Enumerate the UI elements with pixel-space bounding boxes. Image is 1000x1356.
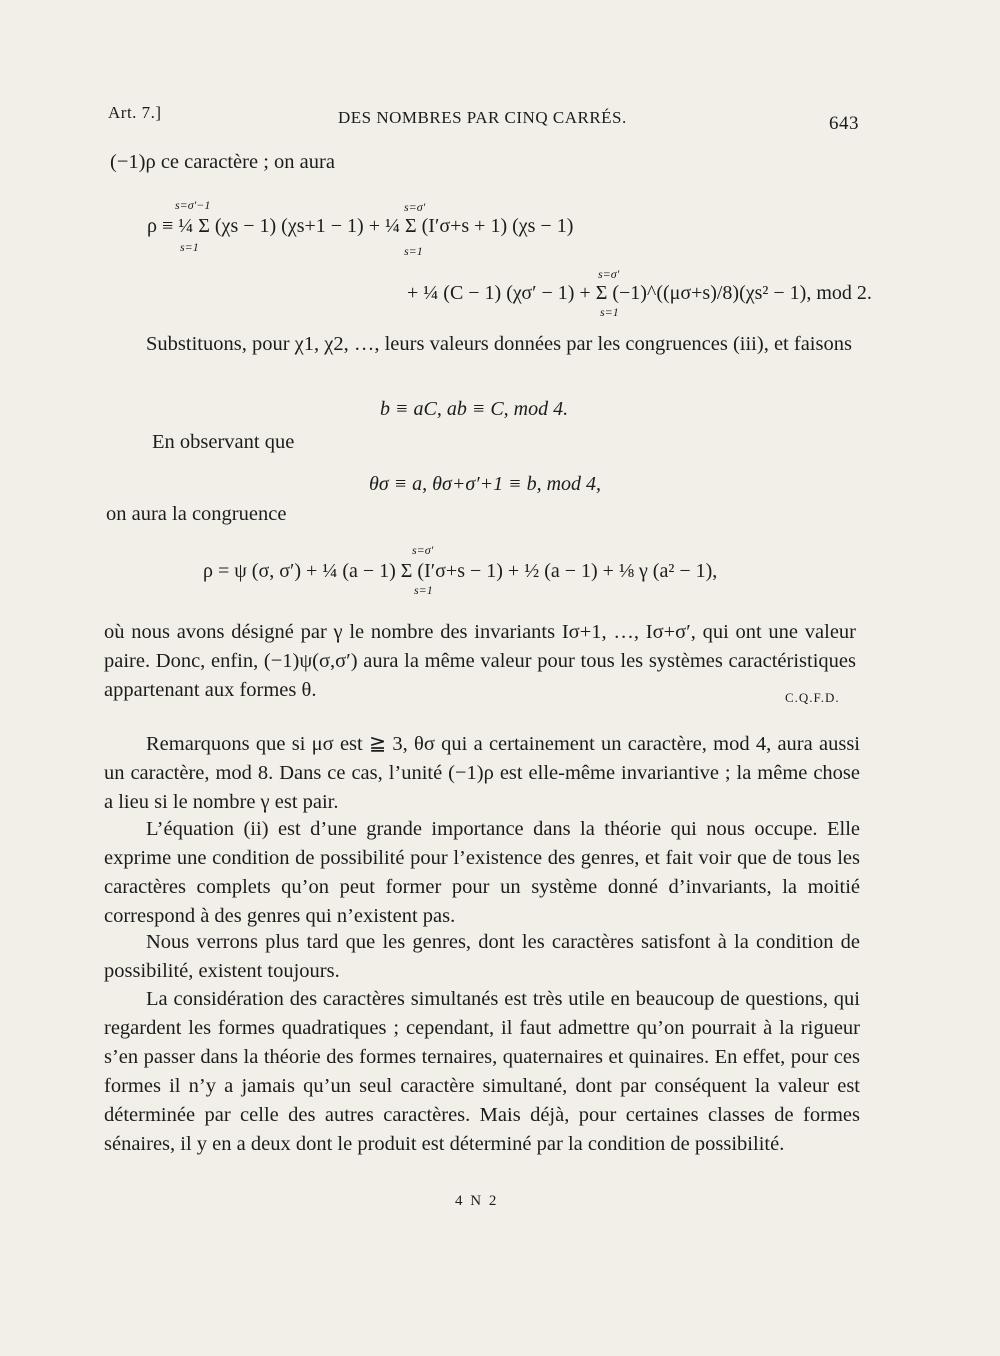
intro-line: (−1)ρ ce caractère ; on aura [110, 151, 335, 173]
sum1-upper-limit: s=σ′−1 [175, 198, 211, 212]
equation-3: θσ ≡ a, θσ+σ′+1 ≡ b, mod 4, [369, 473, 602, 495]
header-title: DES NOMBRES PAR CINQ CARRÉS. [338, 108, 627, 127]
paragraph-equation: L’équation (ii) est d’une grande importance dans la théorie qui nous occupe. Elle exprime une condition de possibilité pour l’existence des genres, et fait voir que de tous les caractères complets qu’on peut former pour un système donné d’invariants, la moitié correspond à des genres qui n’existent pas. [104, 818, 860, 927]
equation-1-line-1: ρ ≡ ¼ Σ (χs − 1) (χs+1 − 1) + ¼ Σ (I′σ+s + 1) (χs − 1) [147, 215, 574, 237]
equation-2: b ≡ aC, ab ≡ C, mod 4. [380, 398, 569, 420]
sum2-upper-limit: s=σ′ [404, 200, 426, 214]
sum4-lower-limit: s=1 [414, 583, 433, 597]
paragraph-nous-verrons: Nous verrons plus tard que les genres, dont les caractères satisfont à la condition de possibilité, existent toujours. [104, 931, 860, 982]
paragraph-ou: où nous avons désigné par γ le nombre des invariants Iσ+1, …, Iσ+σ′, qui ont une valeur paire. Donc, enfin, (−1)ψ(σ,σ′) aura la même valeur pour tous les systèmes caractéristiques appartenant aux formes θ. [104, 621, 856, 701]
header-article: Art. 7.] [108, 103, 162, 122]
equation-4: ρ = ψ (σ, σ′) + ¼ (a − 1) Σ (I′σ+s − 1) + ½ (a − 1) + ⅛ γ (a² − 1), [203, 560, 718, 582]
signature-mark: 4 N 2 [455, 1193, 499, 1209]
equation-1-line-2: + ¼ (C − 1) (χσ′ − 1) + Σ (−1)^((μσ+s)/8)(χs² − 1), mod 2. [407, 282, 872, 304]
page-number: 643 [829, 113, 859, 134]
qed-mark: C.Q.F.D. [785, 690, 840, 705]
sum1-lower-limit: s=1 [180, 240, 199, 254]
sum4-upper-limit: s=σ′ [412, 543, 434, 557]
sum3-lower-limit: s=1 [600, 305, 619, 319]
paragraph-consideration: La considération des caractères simultanés est très utile en beaucoup de questions, qui regardent les formes quadratiques ; cependant, il faut admettre qu’on pourrait à la rigueur s’en passer dans la théorie des formes ternaires, quaternaires et quinaires. En effet, pour ces formes il n’y a jamais qu’un seul caractère simultané, dont par conséquent la valeur est déterminée par celle des autres caractères. Mais déjà, pour certaines classes de formes sénaires, il y en a deux dont le produit est déterminé par la condition de possibilité. [104, 988, 860, 1155]
sum2-lower-limit: s=1 [404, 244, 423, 258]
sum3-upper-limit: s=σ′ [598, 267, 620, 281]
on-aura-line: on aura la congruence [106, 503, 287, 525]
paragraph-remarquons: Remarquons que si μσ est ≧ 3, θσ qui a certainement un caractère, mod 4, aura aussi un caractère, mod 8. Dans ce cas, l’unité (−1)ρ est elle-même invariantive ; la même chose a lieu si le nombre γ est pair. [104, 733, 860, 813]
paragraph-substituons: Substituons, pour χ1, χ2, …, leurs valeurs données par les congruences (iii), et faisons [146, 333, 852, 355]
en-observant-line: En observant que [152, 431, 295, 453]
